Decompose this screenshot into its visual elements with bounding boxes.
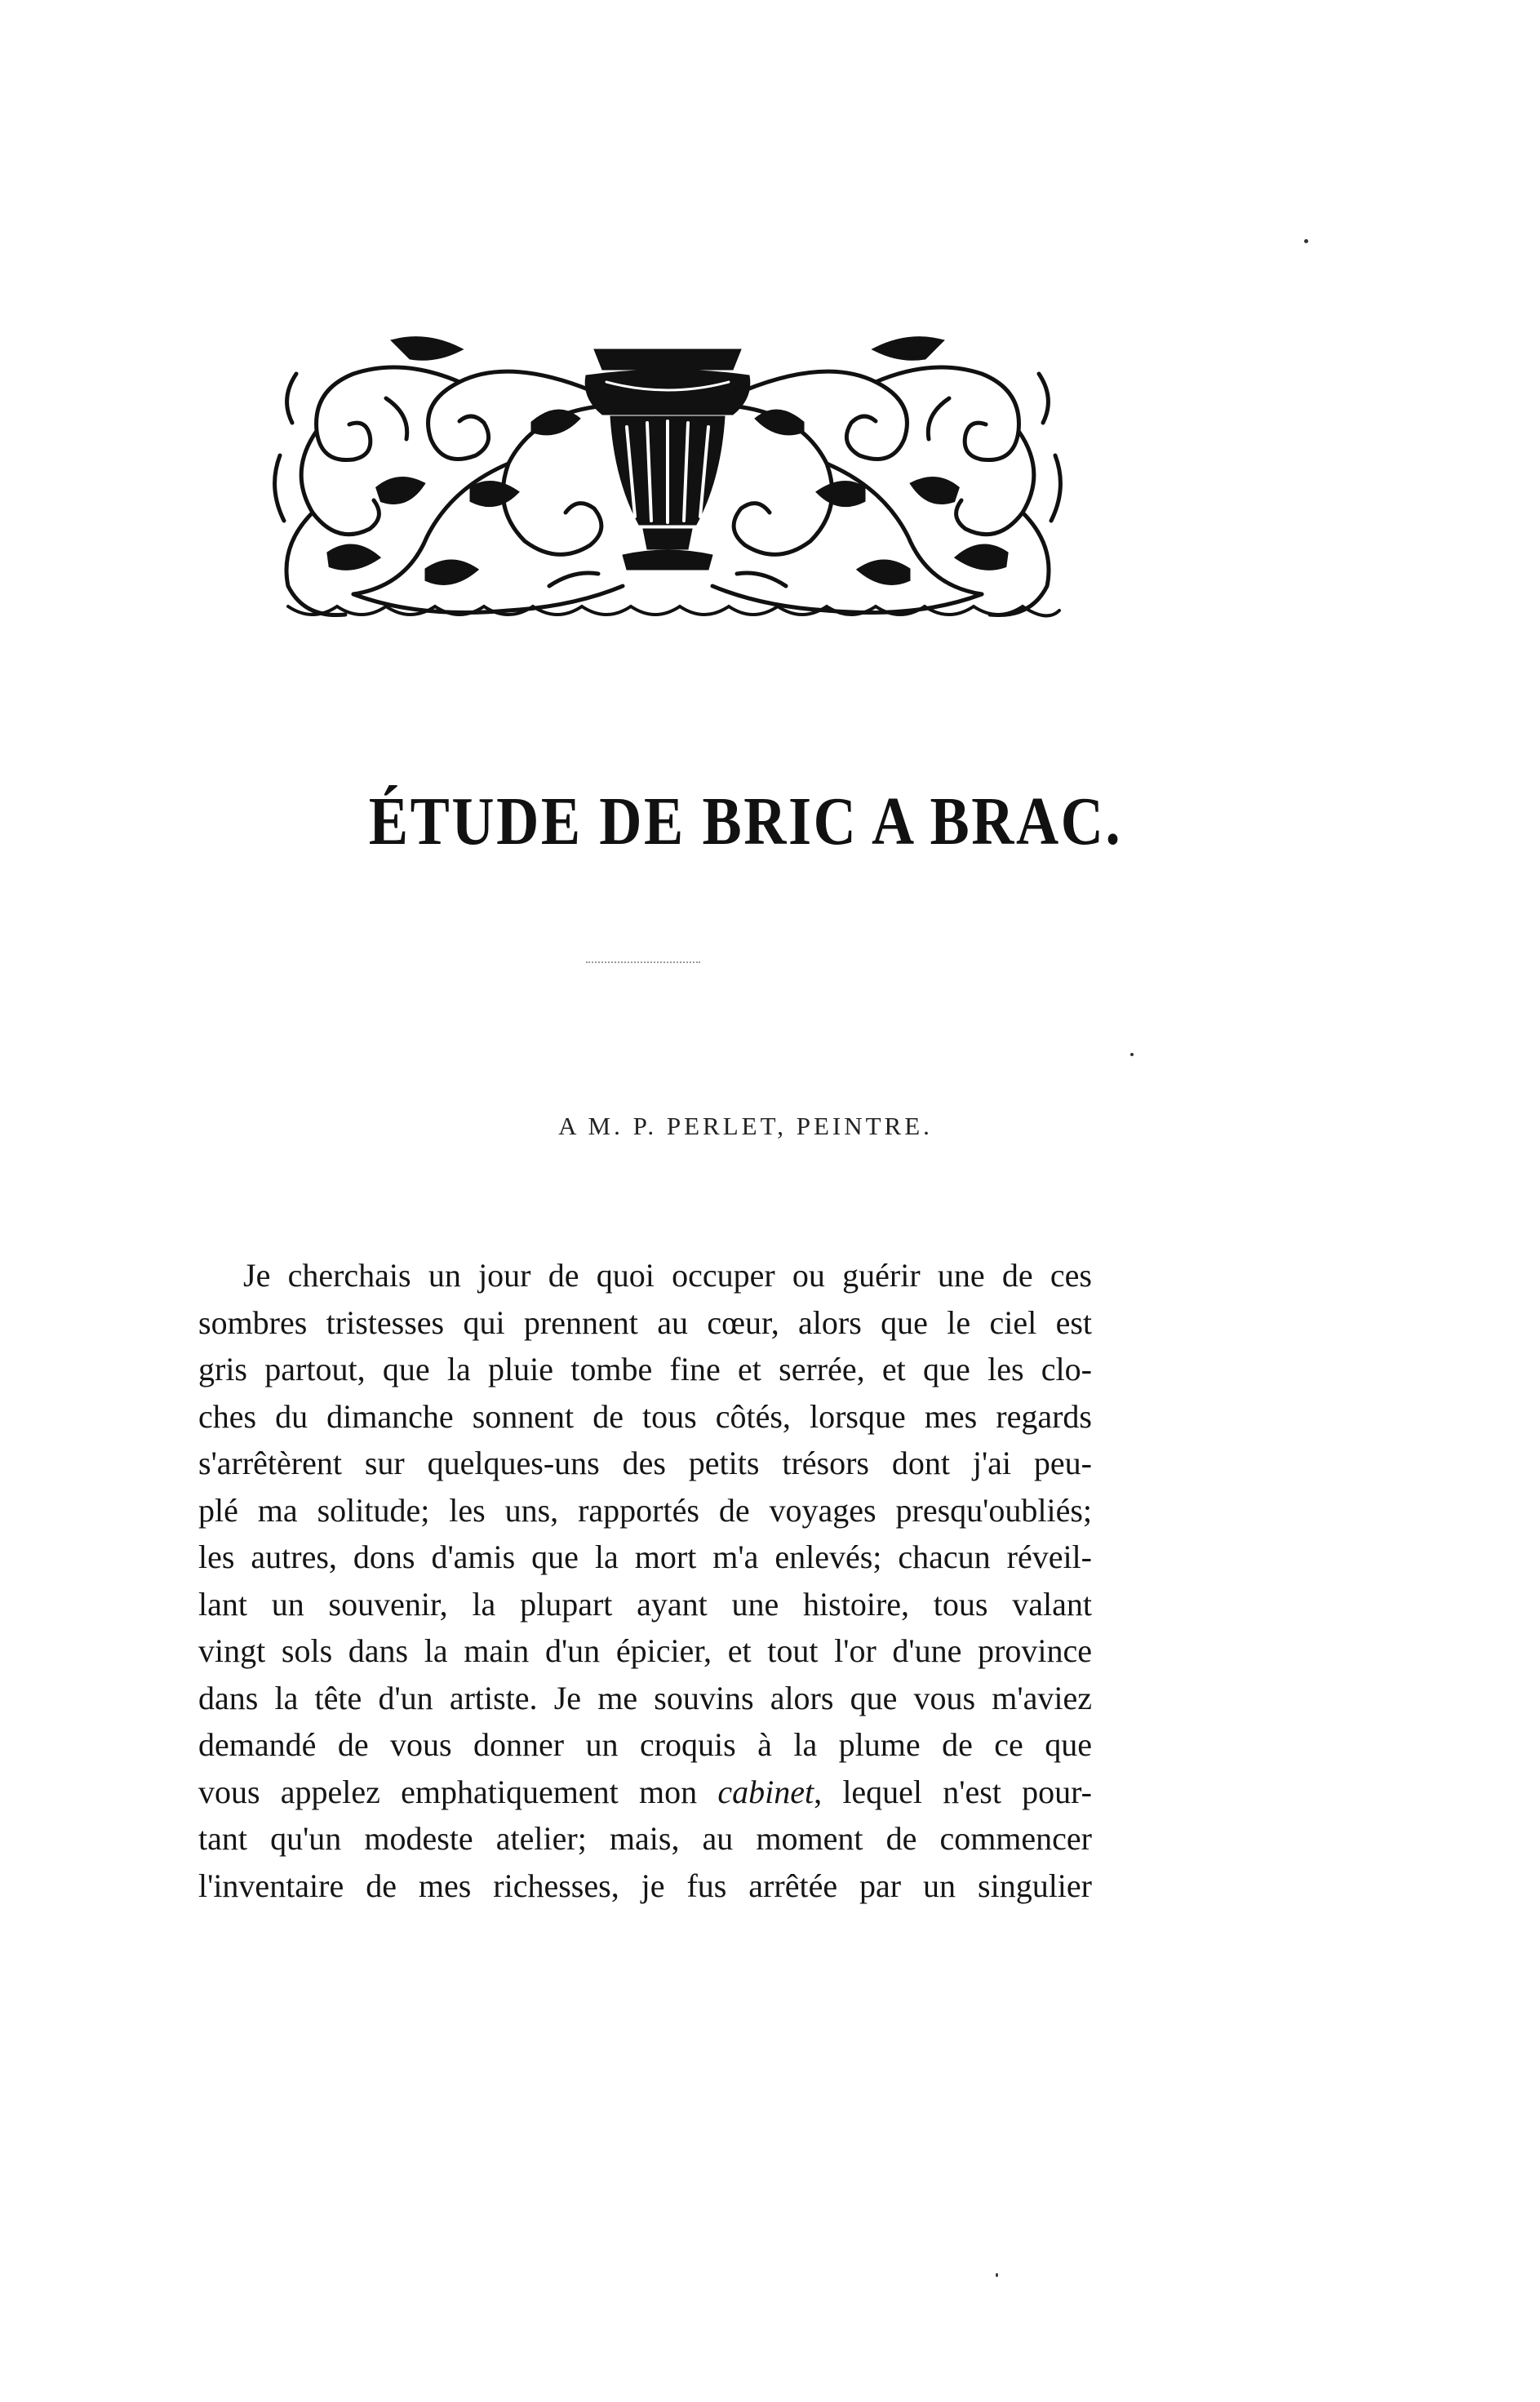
text-line: plé ma solitude; les uns, rapportés de voyages presqu'oubliés; bbox=[198, 1491, 1092, 1529]
body-paragraph bbox=[198, 1252, 1092, 1909]
text-line: sombres tristesses qui prennent au cœur, alors que le ciel est bbox=[198, 1303, 1092, 1341]
acanthus-urn-headpiece-icon bbox=[264, 325, 1072, 633]
text-line: gris partout, que la pluie tombe fine et serrée, et que les clo- bbox=[198, 1351, 1092, 1387]
text-fragment: vous appelez emphatiquement mon bbox=[198, 1773, 718, 1810]
text-line: vingt sols dans la main d'un épicier, et tout l'or d'une province bbox=[198, 1632, 1092, 1669]
text-line: tant qu'un modeste atelier; mais, au moment de commencer bbox=[198, 1820, 1092, 1857]
text-line: s'arrêtèrent sur quelques-uns des petits trésors dont j'ai peu- bbox=[198, 1445, 1092, 1481]
text-line: dans la tête d'un artiste. Je me souvins alors que vous m'aviez bbox=[198, 1679, 1092, 1716]
text-line: demandé de vous donner un croquis à la plume de ce que bbox=[198, 1726, 1092, 1763]
text-line: les autres, dons d'amis que la mort m'a enlevés; chacun réveil- bbox=[198, 1538, 1092, 1575]
text-line: Je cherchais un jour de quoi occuper ou guérir une de ces bbox=[243, 1257, 1092, 1294]
text-fragment: , lequel n'est pour- bbox=[814, 1773, 1093, 1810]
page-title: ÉTUDE DE BRIC A BRAC. bbox=[368, 784, 1123, 859]
text-line: lant un souvenir, la plupart ayant une histoire, tous valant bbox=[198, 1585, 1092, 1623]
divider-rule bbox=[586, 961, 700, 963]
italic-word: cabinet bbox=[717, 1773, 814, 1810]
ink-speck bbox=[1130, 1053, 1134, 1056]
urn-icon bbox=[585, 349, 750, 570]
text-line: ches du dimanche sonnent de tous côtés, lorsque mes regards bbox=[198, 1397, 1092, 1435]
dedication: A M. P. PERLET, PEINTRE. bbox=[558, 1112, 933, 1140]
ink-speck bbox=[1304, 239, 1308, 243]
ink-speck bbox=[996, 2273, 998, 2277]
text-line: l'inventaire de mes richesses, je fus arrêtée par un singulier bbox=[198, 1867, 1092, 1904]
text-line bbox=[198, 1769, 1092, 1816]
